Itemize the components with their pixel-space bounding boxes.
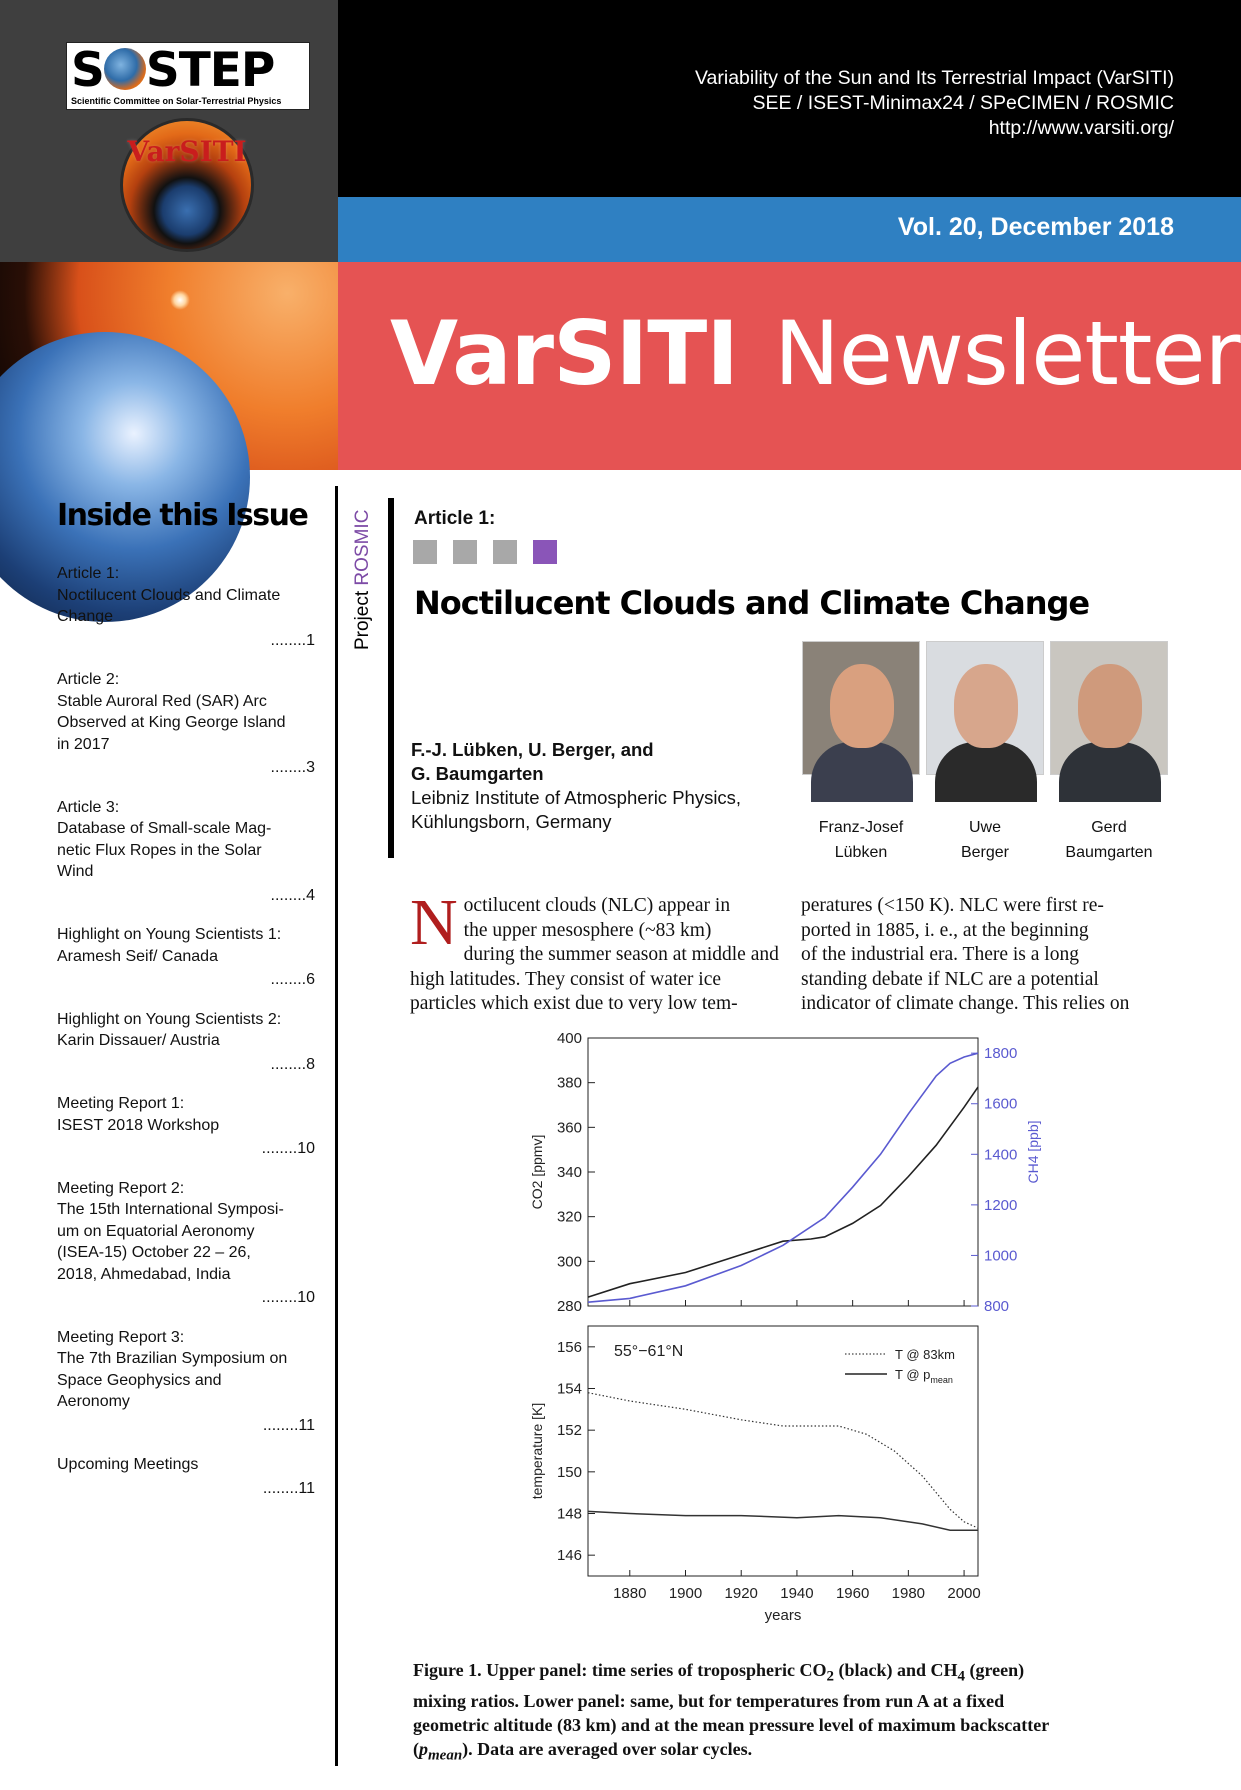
year-tick-label: 1880: [613, 1585, 647, 1602]
photo-caption-luebken: Franz-Josef Lübken: [818, 819, 904, 861]
temperature-axis-label: temperature [K]: [529, 1402, 545, 1500]
sun-earth-image: [0, 262, 338, 470]
toc-page-number: ........6: [270, 971, 315, 988]
year-tick-label: 1980: [891, 1585, 926, 1602]
year-tick-label: 1920: [724, 1585, 758, 1602]
toc-entry-line: Article 3:: [57, 798, 120, 816]
toc-page-number: ........10: [261, 1140, 315, 1157]
toc-entry-line: (ISEA-15) October 22 – 26,: [57, 1244, 251, 1261]
table-of-contents: [57, 498, 329, 1517]
toc-entry-line: Database of Small-scale Mag-: [57, 820, 272, 837]
author-names-line-1: F.-J. Lübken, U. Berger, and: [411, 739, 654, 760]
toc-page-number: ........11: [262, 1416, 315, 1434]
author-photo-luebken: [802, 641, 920, 775]
temperature-tick-label: 146: [556, 1547, 582, 1565]
article-number-label: Article 1:: [414, 508, 496, 529]
toc-entry-line: Meeting Report 2:: [57, 1179, 185, 1197]
toc-entry[interactable]: [57, 1327, 329, 1437]
tp-series-line: [588, 1511, 978, 1530]
temperature-tick-label: 148: [556, 1505, 582, 1523]
ch4-axis-label: CH4 [ppb]: [1025, 1120, 1041, 1184]
figure-1-chart: [500, 1026, 1041, 1656]
ch4-tick-label: 800: [984, 1298, 1010, 1315]
toc-list: [57, 563, 329, 1499]
toc-entry-line: in 2017: [57, 735, 110, 753]
years-axis-label: years: [764, 1607, 802, 1624]
toc-entry-line: 2018, Ahmedabad, India: [57, 1265, 231, 1283]
toc-entry-line: Karin Dissauer/ Austria: [57, 1032, 220, 1049]
body-right-line-5: indicator of climate change. This relies on: [801, 993, 1130, 1014]
body-left-line-5: particles which exist due to very low tem-: [410, 993, 738, 1014]
figure-caption: [413, 1658, 1183, 1767]
toc-entry-line: Article 2:: [57, 671, 120, 688]
scostep-wordmark: S STEP: [71, 43, 275, 98]
globe-icon: [104, 48, 146, 90]
body-right-line-2: ported in 1885, i. e., at the beginning: [801, 919, 1089, 941]
toc-entry-line: The 7th Brazilian Symposium on: [57, 1350, 288, 1367]
toc-entry-line: Noctilucent Clouds and Climate: [57, 586, 281, 604]
toc-entry-line: The 15th International Symposi-: [57, 1201, 284, 1218]
toc-page-number: ........3: [270, 759, 315, 776]
title-bar: [338, 262, 1241, 470]
header-line-projects: SEE / ISEST-Minimax24 / SPeCIMEN / ROSMIC: [752, 92, 1174, 114]
header-top-bar: [338, 0, 1241, 197]
body-left-line-2: the upper mesosphere (~83 km): [463, 919, 712, 941]
header-line-varsiti: Variability of the Sun and Its Terrestrial Impact (VarSITI): [694, 67, 1174, 89]
toc-heading: Inside this Issue: [57, 498, 308, 533]
toc-entry[interactable]: [57, 1009, 329, 1076]
ch4-tick-label: 1600: [984, 1095, 1018, 1113]
logo-panel: [0, 0, 338, 262]
ch4-tick-label: 1400: [984, 1146, 1018, 1164]
legend-label-tp: T @ $p_{mean}$: [895, 1367, 953, 1385]
co2-tick-label: 360: [556, 1119, 582, 1137]
volume-label: Vol. 20, December 2018: [897, 213, 1174, 241]
project-square-1: [413, 540, 437, 564]
project-square-2: [453, 540, 477, 564]
latitude-annotation: 55°−61°N: [614, 1343, 684, 1360]
varsiti-badge-text: VarSITI: [127, 135, 247, 168]
body-right-line-4: standing debate if NLC are a potential: [801, 968, 1099, 990]
scostep-subtitle: Scientific Committee on Solar-Terrestrial Physics: [71, 96, 282, 106]
toc-entry-line: Meeting Report 3:: [57, 1328, 185, 1346]
body-left-line-1: octilucent clouds (NLC) appear in: [463, 895, 731, 916]
toc-entry-line: Highlight on Young Scientists 2:: [57, 1010, 282, 1028]
toc-entry-line: Space Geophysics and: [57, 1371, 222, 1389]
toc-entry[interactable]: [57, 563, 329, 651]
author-block: [411, 738, 741, 834]
figure-caption-line-3: geometric altitude (83 km) and at the mean pressure level of maximum backscatter: [413, 1714, 1050, 1735]
toc-page-number: ........8: [270, 1055, 315, 1073]
toc-page-number: ........4: [270, 886, 315, 904]
temperature-tick-label: 150: [556, 1463, 582, 1481]
toc-entry-line: Highlight on Young Scientists 1:: [57, 926, 282, 943]
co2-axis-label: CO2 [ppmv]: [529, 1134, 545, 1210]
toc-entry-line: Article 1:: [57, 565, 120, 582]
toc-entry-line: netic Flux Ropes in the Solar: [57, 841, 262, 859]
toc-entry-line: Aramesh Seif/ Canada: [57, 947, 218, 965]
body-right-line-3: of the industrial era. There is a long: [801, 944, 1079, 965]
co2-tick-label: 400: [556, 1030, 582, 1047]
co2-tick-label: 320: [556, 1208, 582, 1226]
figure-caption-line-1: Figure 1. Upper panel: time series of tropospheric $CO_2$ (black) and $CH_4$ (green): [413, 1660, 1025, 1685]
figure-1: [500, 1026, 1041, 1656]
ch4-tick-label: 1800: [984, 1045, 1018, 1063]
toc-entry-line: Meeting Report 1:: [57, 1095, 185, 1112]
toc-entry[interactable]: [57, 669, 329, 779]
header-program-lines: [695, 66, 1174, 141]
article-title: Noctilucent Clouds and Climate Change: [414, 584, 1090, 622]
toc-entry-line: Aeronomy: [57, 1393, 130, 1410]
header-line-url[interactable]: http://www.varsiti.org/: [988, 117, 1174, 139]
year-tick-label: 1960: [835, 1585, 870, 1602]
toc-entry-line: Stable Auroral Red (SAR) Arc: [57, 692, 267, 710]
author-photo-berger: [926, 641, 1044, 775]
project-label: Project ROSMIC: [352, 509, 373, 650]
toc-entry-line: ISEST 2018 Workshop: [57, 1116, 220, 1134]
year-tick-label: 1940: [780, 1585, 814, 1602]
legend-label-t83: T @ 83km: [895, 1347, 955, 1362]
toc-page-number: ........11: [262, 1479, 315, 1497]
sidebar-divider: [335, 486, 338, 1766]
affiliation-line-2: Kühlungsborn, Germany: [411, 811, 612, 832]
co2-tick-label: 340: [556, 1164, 582, 1181]
photo-caption-berger: Uwe Berger: [960, 819, 1010, 861]
author-photo-baumgarten: [1050, 641, 1168, 775]
toc-entry-line: Change: [57, 608, 114, 625]
lower-panel-frame: [588, 1326, 978, 1576]
body-column-right: [801, 894, 1181, 1017]
toc-entry-line: Observed at King George Island: [57, 714, 286, 731]
figure-caption-line-4: $(p_{mean})$. Data are averaged over solar cycles.: [413, 1738, 753, 1764]
t83-series-line: [588, 1393, 978, 1528]
affiliation-line-1: Leibniz Institute of Atmospheric Physics,: [411, 787, 742, 808]
body-column-left: [410, 886, 780, 1017]
toc-page-number: ........1: [270, 631, 315, 649]
body-right-line-1: peratures (<150 K). NLC were first re-: [801, 895, 1104, 916]
ch4-tick-label: 1000: [984, 1247, 1018, 1265]
year-tick-label: 1900: [668, 1585, 703, 1602]
toc-entry[interactable]: [57, 1178, 329, 1309]
co2-series-line: [588, 1087, 978, 1297]
temperature-tick-label: 152: [556, 1422, 582, 1440]
solar-flare-icon: [170, 290, 190, 310]
co2-tick-label: 380: [556, 1074, 582, 1092]
co2-tick-label: 280: [556, 1298, 582, 1315]
toc-entry[interactable]: [57, 924, 329, 991]
body-left-line-4: high latitudes. They consist of water ice: [410, 968, 722, 990]
ch4-series-line: [588, 1053, 978, 1302]
author-names-line-2: G. Baumgarten: [411, 763, 544, 784]
photo-caption-baumgarten: Gerd Baumgarten: [1065, 819, 1153, 861]
newsletter-title: VarSITI Newsletter: [390, 302, 1240, 405]
volume-bar: [338, 197, 1241, 262]
upper-panel-frame: [588, 1038, 978, 1306]
varsiti-badge-logo: [120, 118, 254, 252]
project-square-3: [493, 540, 517, 564]
scostep-logo: [66, 42, 310, 110]
article-side-rule: [388, 498, 394, 858]
temperature-tick-label: 154: [556, 1380, 582, 1398]
body-left-line-3: during the summer season at middle and: [463, 944, 779, 965]
co2-tick-label: 300: [556, 1253, 582, 1271]
toc-entry-line: um on Equatorial Aeronomy: [57, 1222, 255, 1240]
toc-entry[interactable]: [57, 1093, 329, 1160]
project-square-rosmic: [533, 540, 557, 564]
toc-entry[interactable]: [57, 797, 329, 907]
toc-entry-line: Wind: [57, 863, 94, 880]
toc-page-number: ........10: [261, 1289, 315, 1306]
ch4-tick-label: 1200: [984, 1196, 1018, 1214]
drop-cap: N: [410, 886, 458, 959]
toc-entry[interactable]: [57, 1454, 329, 1499]
figure-caption-line-2: mixing ratios. Lower panel: same, but for temperatures from run A at a fixed: [413, 1690, 1005, 1711]
temperature-tick-label: 156: [556, 1338, 582, 1356]
year-tick-label: 2000: [947, 1585, 981, 1602]
toc-entry-line: Upcoming Meetings: [57, 1456, 199, 1473]
